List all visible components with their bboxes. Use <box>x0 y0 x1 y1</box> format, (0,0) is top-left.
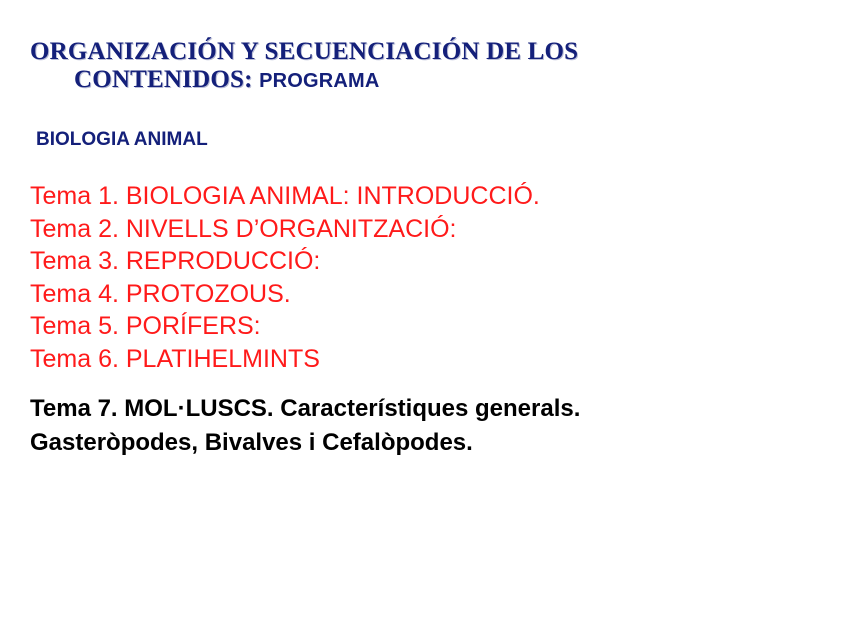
title-line-2 <box>30 66 820 95</box>
topic-item-4: Tema 4. PROTOZOUS. <box>30 279 291 308</box>
topic-item-2: Tema 2. NIVELLS D’ORGANITZACIÓ: <box>30 214 457 243</box>
topic-item-3: Tema 3. REPRODUCCIÓ: <box>30 247 321 276</box>
current-topic-line-2: Gasteròpodes, Bivalves i Cefalòpodes. <box>30 429 473 456</box>
title-line-1: ORGANIZACIÓN Y SECUENCIACIÓN DE LOS <box>30 38 579 65</box>
current-topic-line-1: Tema 7. MOL·LUSCS. Característiques generals. <box>30 395 581 422</box>
slide-title <box>30 38 820 95</box>
title-suffix: PROGRAMA <box>259 70 380 92</box>
current-topic <box>30 392 830 460</box>
course-subtitle: BIOLOGIA ANIMAL <box>36 129 208 150</box>
title-line-2-text: CONTENIDOS: <box>74 66 253 93</box>
topic-item-5: Tema 5. PORÍFERS: <box>30 312 261 341</box>
topic-item-1: Tema 1. BIOLOGIA ANIMAL: INTRODUCCIÓ. <box>30 182 540 210</box>
topic-item-6: Tema 6. PLATIHELMINTS <box>30 344 320 373</box>
topic-list <box>30 180 540 376</box>
